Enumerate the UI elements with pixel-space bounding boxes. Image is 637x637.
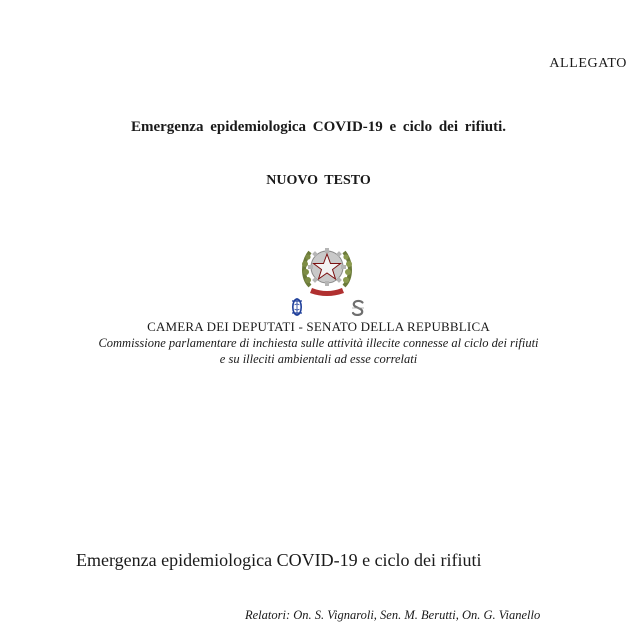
institution-name: CAMERA DEI DEPUTATI - SENATO DELLA REPUBBLICA [147,319,490,334]
document-title: Emergenza epidemiologica COVID-19 e ciclo dei rifiuti. [130,119,506,135]
commission-line-1: Commissione parlamentare di inchiesta sulle attività illecite connesse al ciclo dei rifiuti [98,336,539,350]
rapporteurs-line: Relatori: On. S. Vignaroli, Sen. M. Berutti, On. G. Vianello [245,608,541,622]
senato-logo-icon [349,299,367,317]
report-heading: Emergenza epidemiologica COVID-19 e ciclo dei rifiuti [76,550,482,570]
allegato-label: ALLEGATO [549,56,627,71]
camera-deputati-logo-icon [289,296,305,318]
commission-line-2: e su illeciti ambientali ad esse correlati [219,352,418,366]
new-text-label: NUOVO TESTO [266,173,371,188]
commission-description [0,335,637,367]
italian-republic-emblem-icon [300,240,354,298]
